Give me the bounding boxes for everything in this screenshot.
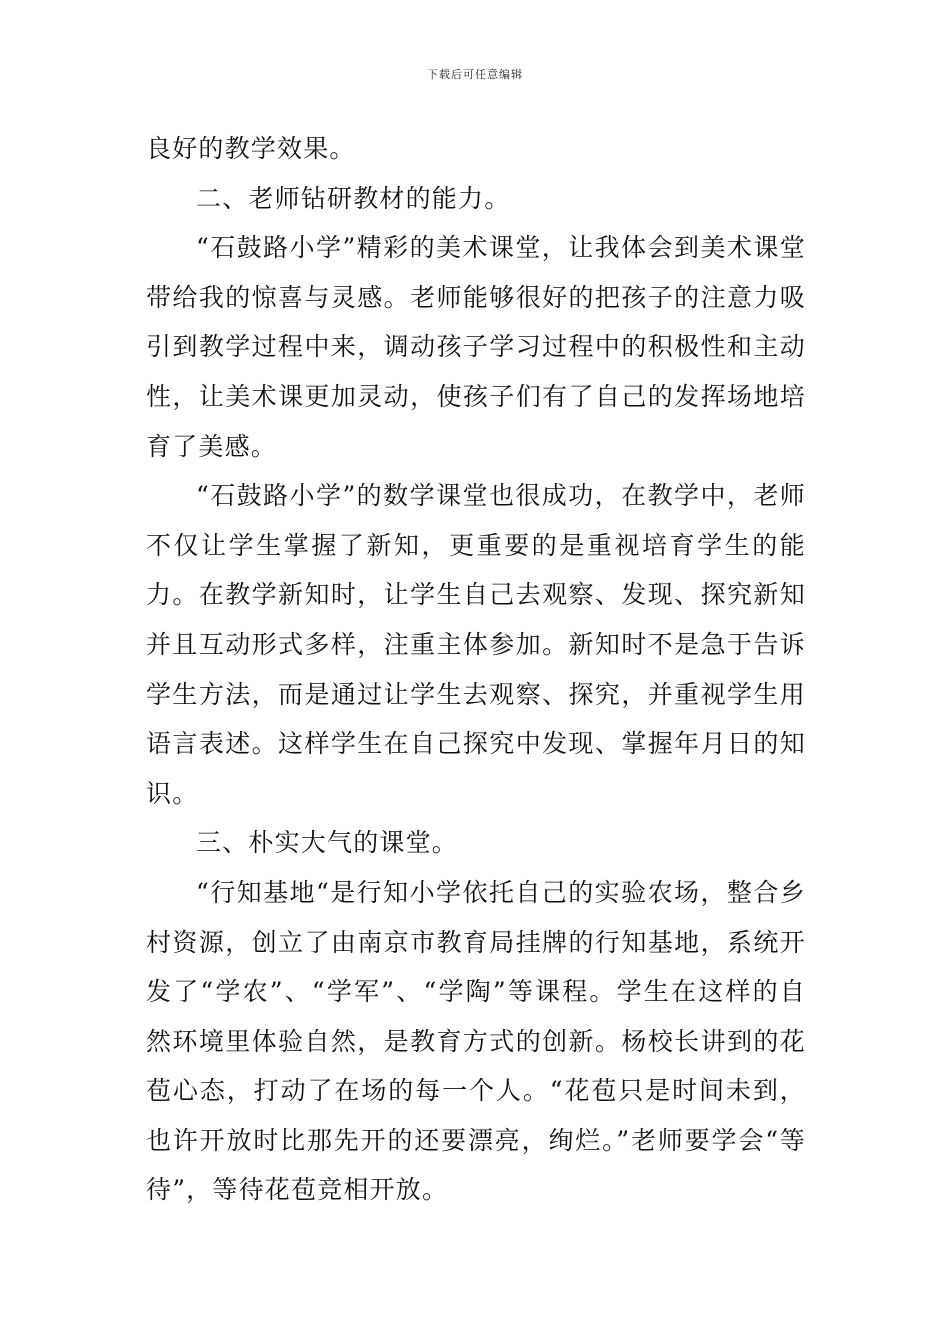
section-heading-three: 三、朴实大气的课堂。 (196, 828, 459, 858)
section-heading-two: 二、老师钻研教材的能力。 (196, 183, 511, 213)
paragraph-xingzhi-base: “行知基地“是行知小学依托自己的实验农场，整合乡村资源，创立了由南京市教育局挂牌的行知基地，系统开发了“学农”、“学军”、“学陶”等课程。学生在这样的自然环境里体验自然，是教育方式的创新。杨校长讲到的花苞心态，打动了在场的每一个人。“花苞只是时间未到，也许开放时比那先开的还要漂亮，绚烂。”老师要学会“等待”，等待花苞竞相开放。 (146, 877, 806, 1205)
paragraph-continuation: 良好的教学效果。 (146, 134, 356, 163)
paragraph-art-class: “石鼓路小学”精彩的美术课堂，让我体会到美术课堂带给我的惊喜与灵感。老师能够很好的把孩子的注意力吸引到教学过程中来，调动孩子学习过程中的积极性和主动性，让美术课更加灵动，使孩子们有了自己的发挥场地培育了美感。 (146, 233, 806, 461)
page-header: 下载后可任意编辑 (427, 68, 523, 81)
paragraph-math-class: “石鼓路小学”的数学课堂也很成功，在教学中，老师不仅让学生掌握了新知，更重要的是重视培育学生的能力。在教学新知时，让学生自己去观察、发现、探究新知并且互动形式多样，注重主体参加。新知时不是急于告诉学生方法，而是通过让学生去观察、探究，并重视学生用语言表述。这样学生在自己探究中发现、掌握年月日的知识。 (146, 481, 806, 808)
document-body (146, 124, 806, 1215)
